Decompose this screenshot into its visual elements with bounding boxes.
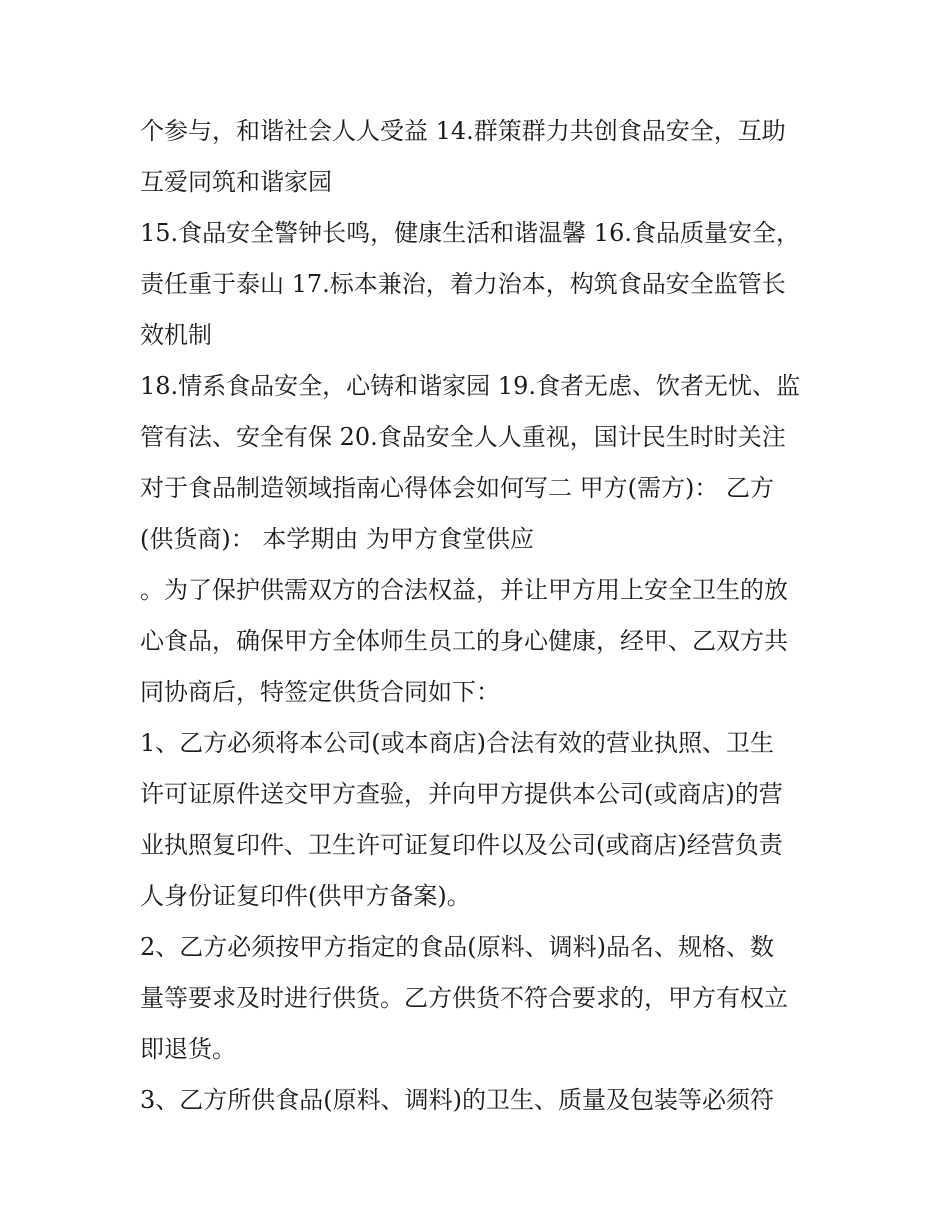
text-line: 对于食品制造领域指南心得体会如何写二 甲方(需方)： 乙方 xyxy=(140,474,774,502)
text-line: (供货商)： 本学期由 为甲方食堂供应 xyxy=(140,525,534,553)
text-line: 管有法、安全有保 20.食品安全人人重视，国计民生时时关注 xyxy=(140,423,786,451)
text-line: 2、乙方必须按甲方指定的食品(原料、调料)品名、规格、数 xyxy=(140,933,774,961)
text-line: 量等要求及时进行供货。乙方供货不符合要求的，甲方有权立 xyxy=(140,984,788,1012)
text-line: 18.情系食品安全，心铸和谐家园 19.食者无虑、饮者无忧、监 xyxy=(140,372,800,400)
text-line: 。为了保护供需双方的合法权益，并让甲方用上安全卫生的放 xyxy=(140,576,788,604)
text-line: 15.食品安全警钟长鸣，健康生活和谐温馨 16.食品质量安全， xyxy=(140,219,800,247)
text-line: 个参与，和谐社会人人受益 14.群策群力共创食品安全，互助 xyxy=(140,117,786,145)
text-line: 许可证原件送交甲方查验，并向甲方提供本公司(或商店)的营 xyxy=(140,780,783,808)
text-line: 3、乙方所供食品(原料、调料)的卫生、质量及包装等必须符 xyxy=(140,1086,774,1114)
text-line: 效机制 xyxy=(140,321,212,349)
text-line: 人身份证复印件(供甲方备案)。 xyxy=(140,882,471,910)
document-body xyxy=(140,106,820,1126)
text-line: 1、乙方必须将本公司(或本商店)合法有效的营业执照、卫生 xyxy=(140,729,774,757)
text-line: 即退货。 xyxy=(140,1035,236,1063)
text-line: 同协商后，特签定供货合同如下： xyxy=(140,678,500,706)
text-line: 互爱同筑和谐家园 xyxy=(140,168,332,196)
text-line: 业执照复印件、卫生许可证复印件以及公司(或商店)经营负责 xyxy=(140,831,783,859)
text-line: 责任重于泰山 17.标本兼治，着力治本，构筑食品安全监管长 xyxy=(140,270,786,298)
text-line: 心食品，确保甲方全体师生员工的身心健康，经甲、乙双方共 xyxy=(140,627,788,655)
